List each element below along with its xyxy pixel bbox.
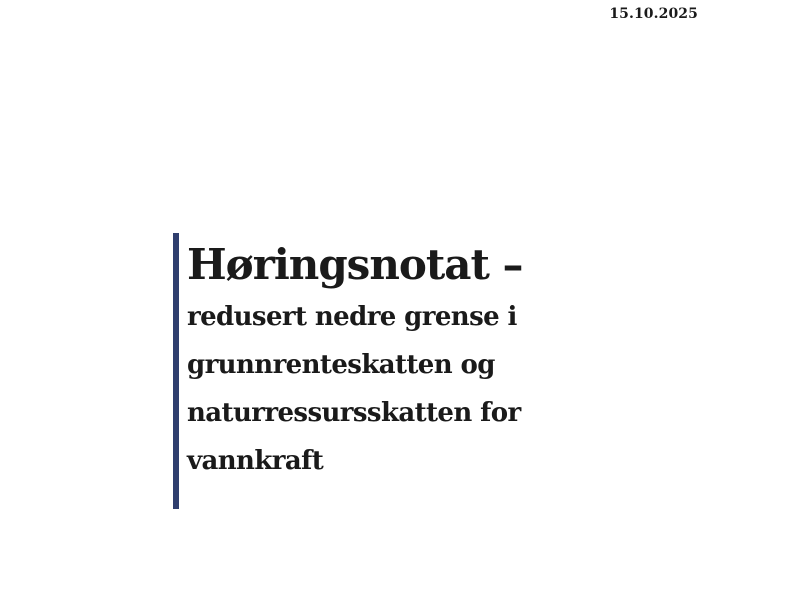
subtitle-line: redusert nedre grense i (187, 302, 517, 332)
subtitle-line: naturressursskatten for (187, 398, 521, 428)
title-block (173, 233, 573, 509)
document-subtitle (187, 293, 573, 485)
subtitle-line: grunnrenteskatten og (187, 350, 495, 380)
subtitle-line: vannkraft (187, 446, 324, 476)
document-title: Høringsnotat – (187, 240, 523, 289)
document-date: 15.10.2025 (609, 6, 698, 22)
